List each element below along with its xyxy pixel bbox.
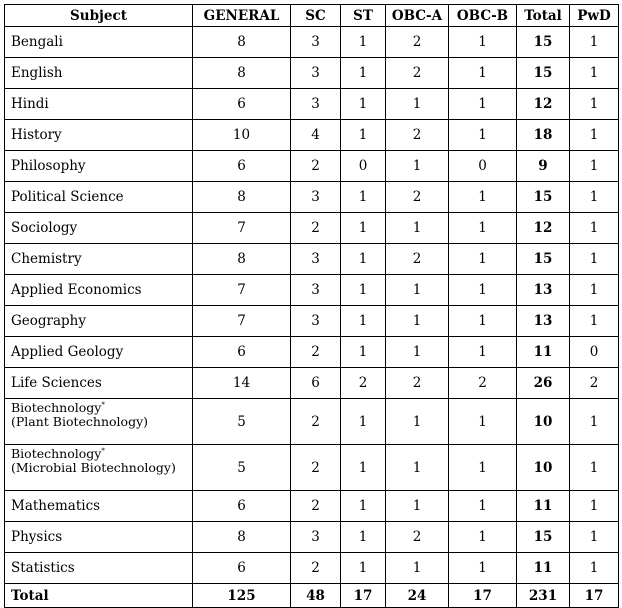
cell-st: 1	[341, 491, 386, 522]
cell-obc-b: 1	[449, 120, 517, 151]
cell-subject	[5, 120, 193, 151]
subject-name: Applied Geology	[11, 344, 124, 360]
cell-general: 6	[193, 89, 291, 120]
cell-pwd: 1	[570, 491, 619, 522]
table-row	[5, 491, 619, 522]
cell-st: 1	[341, 522, 386, 553]
cell-pwd: 1	[570, 182, 619, 213]
cell-obc-b: 1	[449, 491, 517, 522]
cell-subject	[5, 275, 193, 306]
subject-name: Chemistry	[11, 251, 82, 267]
subject-name: Applied Economics	[11, 282, 142, 298]
cell-sc: 2	[291, 213, 341, 244]
total-general: 125	[193, 584, 291, 608]
cell-subject	[5, 151, 193, 182]
cell-sc: 3	[291, 522, 341, 553]
cell-subject	[5, 368, 193, 399]
cell-obc-a: 1	[386, 491, 449, 522]
cell-obc-a: 1	[386, 306, 449, 337]
cell-total: 13	[517, 275, 570, 306]
table-row	[5, 89, 619, 120]
cell-general: 6	[193, 337, 291, 368]
header-obc-b: OBC-B	[449, 5, 517, 27]
cell-obc-a: 2	[386, 368, 449, 399]
table-row	[5, 27, 619, 58]
cell-total: 13	[517, 306, 570, 337]
cell-pwd: 1	[570, 553, 619, 584]
subject-name: History	[11, 127, 62, 143]
header-general: GENERAL	[193, 5, 291, 27]
cell-obc-b: 1	[449, 522, 517, 553]
cell-sc: 3	[291, 244, 341, 275]
subject-name: Mathematics	[11, 498, 101, 514]
cell-pwd: 1	[570, 58, 619, 89]
total-row	[5, 584, 619, 608]
cell-total: 15	[517, 58, 570, 89]
cell-general: 7	[193, 275, 291, 306]
subject-name: Biotechnology	[11, 400, 102, 415]
table-row	[5, 151, 619, 182]
cell-total: 11	[517, 491, 570, 522]
cell-obc-a: 1	[386, 151, 449, 182]
table-row	[5, 368, 619, 399]
cell-obc-a: 1	[386, 275, 449, 306]
cell-st: 1	[341, 275, 386, 306]
cell-pwd: 0	[570, 337, 619, 368]
cell-sc: 2	[291, 337, 341, 368]
header-sc: SC	[291, 5, 341, 27]
table-row	[5, 337, 619, 368]
table-row	[5, 275, 619, 306]
table-row	[5, 213, 619, 244]
subject-name: Physics	[11, 529, 63, 545]
total-total: 231	[517, 584, 570, 608]
cell-st: 2	[341, 368, 386, 399]
cell-general: 6	[193, 151, 291, 182]
cell-total: 15	[517, 522, 570, 553]
cell-st: 1	[341, 553, 386, 584]
cell-pwd: 1	[570, 213, 619, 244]
header-pwd: PwD	[570, 5, 619, 27]
table-row	[5, 182, 619, 213]
cell-general: 8	[193, 58, 291, 89]
header-total: Total	[517, 5, 570, 27]
cell-st: 1	[341, 58, 386, 89]
cell-sc: 4	[291, 120, 341, 151]
cell-obc-a: 2	[386, 522, 449, 553]
total-obc-b: 17	[449, 584, 517, 608]
cell-total: 12	[517, 213, 570, 244]
cell-total: 10	[517, 399, 570, 445]
cell-obc-b: 1	[449, 58, 517, 89]
cell-st: 1	[341, 337, 386, 368]
cell-sc: 6	[291, 368, 341, 399]
subject-name: Hindi	[11, 96, 49, 112]
cell-obc-a: 2	[386, 182, 449, 213]
cell-obc-a: 2	[386, 58, 449, 89]
cell-sc: 3	[291, 27, 341, 58]
table-row	[5, 399, 619, 445]
cell-subject	[5, 337, 193, 368]
table-row	[5, 445, 619, 491]
table-row	[5, 306, 619, 337]
cell-general: 14	[193, 368, 291, 399]
header-st: ST	[341, 5, 386, 27]
cell-total: 15	[517, 27, 570, 58]
cell-obc-b: 1	[449, 244, 517, 275]
cell-general: 5	[193, 445, 291, 491]
cell-total: 18	[517, 120, 570, 151]
subject-note: (Plant Biotechnology)	[11, 414, 149, 429]
cell-subject	[5, 306, 193, 337]
cell-subject	[5, 522, 193, 553]
cell-obc-b: 1	[449, 213, 517, 244]
cell-general: 6	[193, 553, 291, 584]
cell-subject	[5, 553, 193, 584]
cell-obc-b: 2	[449, 368, 517, 399]
table-row	[5, 553, 619, 584]
cell-total: 11	[517, 337, 570, 368]
cell-general: 8	[193, 182, 291, 213]
cell-st: 1	[341, 27, 386, 58]
cell-subject	[5, 244, 193, 275]
cell-pwd: 1	[570, 27, 619, 58]
cell-obc-b: 1	[449, 89, 517, 120]
cell-total: 9	[517, 151, 570, 182]
subject-note: (Microbial Biotechnology)	[11, 460, 176, 475]
cell-st: 1	[341, 244, 386, 275]
cell-total: 26	[517, 368, 570, 399]
cell-sc: 2	[291, 553, 341, 584]
footnote-mark: *	[101, 400, 105, 409]
table-row	[5, 120, 619, 151]
cell-st: 1	[341, 213, 386, 244]
cell-sc: 3	[291, 306, 341, 337]
cell-subject	[5, 58, 193, 89]
subject-name: Geography	[11, 313, 87, 329]
cell-sc: 2	[291, 491, 341, 522]
cell-obc-a: 2	[386, 244, 449, 275]
cell-general: 10	[193, 120, 291, 151]
cell-st: 1	[341, 182, 386, 213]
cell-general: 8	[193, 27, 291, 58]
cell-sc: 3	[291, 275, 341, 306]
subject-name: Life Sciences	[11, 375, 102, 391]
cell-total: 15	[517, 244, 570, 275]
total-sc: 48	[291, 584, 341, 608]
cell-pwd: 1	[570, 151, 619, 182]
cell-pwd: 2	[570, 368, 619, 399]
cell-general: 6	[193, 491, 291, 522]
cell-sc: 2	[291, 151, 341, 182]
total-st: 17	[341, 584, 386, 608]
cell-subject	[5, 491, 193, 522]
cell-pwd: 1	[570, 399, 619, 445]
subject-name: Philosophy	[11, 158, 86, 174]
cell-obc-b: 1	[449, 399, 517, 445]
cell-general: 8	[193, 522, 291, 553]
cell-total: 11	[517, 553, 570, 584]
cell-sc: 2	[291, 399, 341, 445]
cell-sc: 3	[291, 89, 341, 120]
subject-name: Statistics	[11, 560, 75, 576]
cell-subject	[5, 445, 193, 491]
cell-total: 12	[517, 89, 570, 120]
cell-obc-b: 1	[449, 275, 517, 306]
cell-obc-a: 1	[386, 89, 449, 120]
cell-obc-a: 2	[386, 120, 449, 151]
cell-subject	[5, 182, 193, 213]
subject-name: English	[11, 65, 63, 81]
total-pwd: 17	[570, 584, 619, 608]
cell-obc-a: 1	[386, 445, 449, 491]
cell-sc: 2	[291, 445, 341, 491]
cell-pwd: 1	[570, 89, 619, 120]
cell-sc: 3	[291, 58, 341, 89]
seat-matrix-table	[4, 4, 619, 608]
cell-obc-b: 1	[449, 306, 517, 337]
cell-subject	[5, 213, 193, 244]
cell-obc-b: 0	[449, 151, 517, 182]
cell-total: 10	[517, 445, 570, 491]
cell-subject	[5, 399, 193, 445]
cell-general: 7	[193, 213, 291, 244]
cell-pwd: 1	[570, 522, 619, 553]
total-obc-a: 24	[386, 584, 449, 608]
cell-obc-b: 1	[449, 553, 517, 584]
total-label: Total	[5, 584, 193, 608]
cell-st: 1	[341, 120, 386, 151]
cell-pwd: 1	[570, 244, 619, 275]
cell-obc-b: 1	[449, 445, 517, 491]
cell-obc-b: 1	[449, 27, 517, 58]
cell-st: 1	[341, 399, 386, 445]
cell-pwd: 1	[570, 120, 619, 151]
cell-subject	[5, 89, 193, 120]
header-obc-a: OBC-A	[386, 5, 449, 27]
header-subject: Subject	[5, 5, 193, 27]
subject-name: Biotechnology	[11, 446, 102, 461]
cell-obc-a: 1	[386, 553, 449, 584]
cell-obc-b: 1	[449, 337, 517, 368]
cell-pwd: 1	[570, 445, 619, 491]
cell-st: 1	[341, 445, 386, 491]
footnote-mark: *	[101, 446, 105, 455]
table-row	[5, 522, 619, 553]
table-row	[5, 244, 619, 275]
cell-total: 15	[517, 182, 570, 213]
subject-name: Bengali	[11, 34, 63, 50]
seat-matrix-container	[4, 4, 619, 608]
cell-subject	[5, 27, 193, 58]
cell-sc: 3	[291, 182, 341, 213]
cell-obc-a: 1	[386, 399, 449, 445]
cell-obc-a: 1	[386, 337, 449, 368]
cell-obc-b: 1	[449, 182, 517, 213]
cell-pwd: 1	[570, 306, 619, 337]
cell-general: 8	[193, 244, 291, 275]
cell-general: 7	[193, 306, 291, 337]
cell-pwd: 1	[570, 275, 619, 306]
cell-obc-a: 2	[386, 27, 449, 58]
cell-obc-a: 1	[386, 213, 449, 244]
cell-st: 1	[341, 306, 386, 337]
subject-name: Sociology	[11, 220, 78, 236]
cell-general: 5	[193, 399, 291, 445]
header-row	[5, 5, 619, 27]
subject-name: Political Science	[11, 189, 124, 205]
table-row	[5, 58, 619, 89]
cell-st: 0	[341, 151, 386, 182]
cell-st: 1	[341, 89, 386, 120]
